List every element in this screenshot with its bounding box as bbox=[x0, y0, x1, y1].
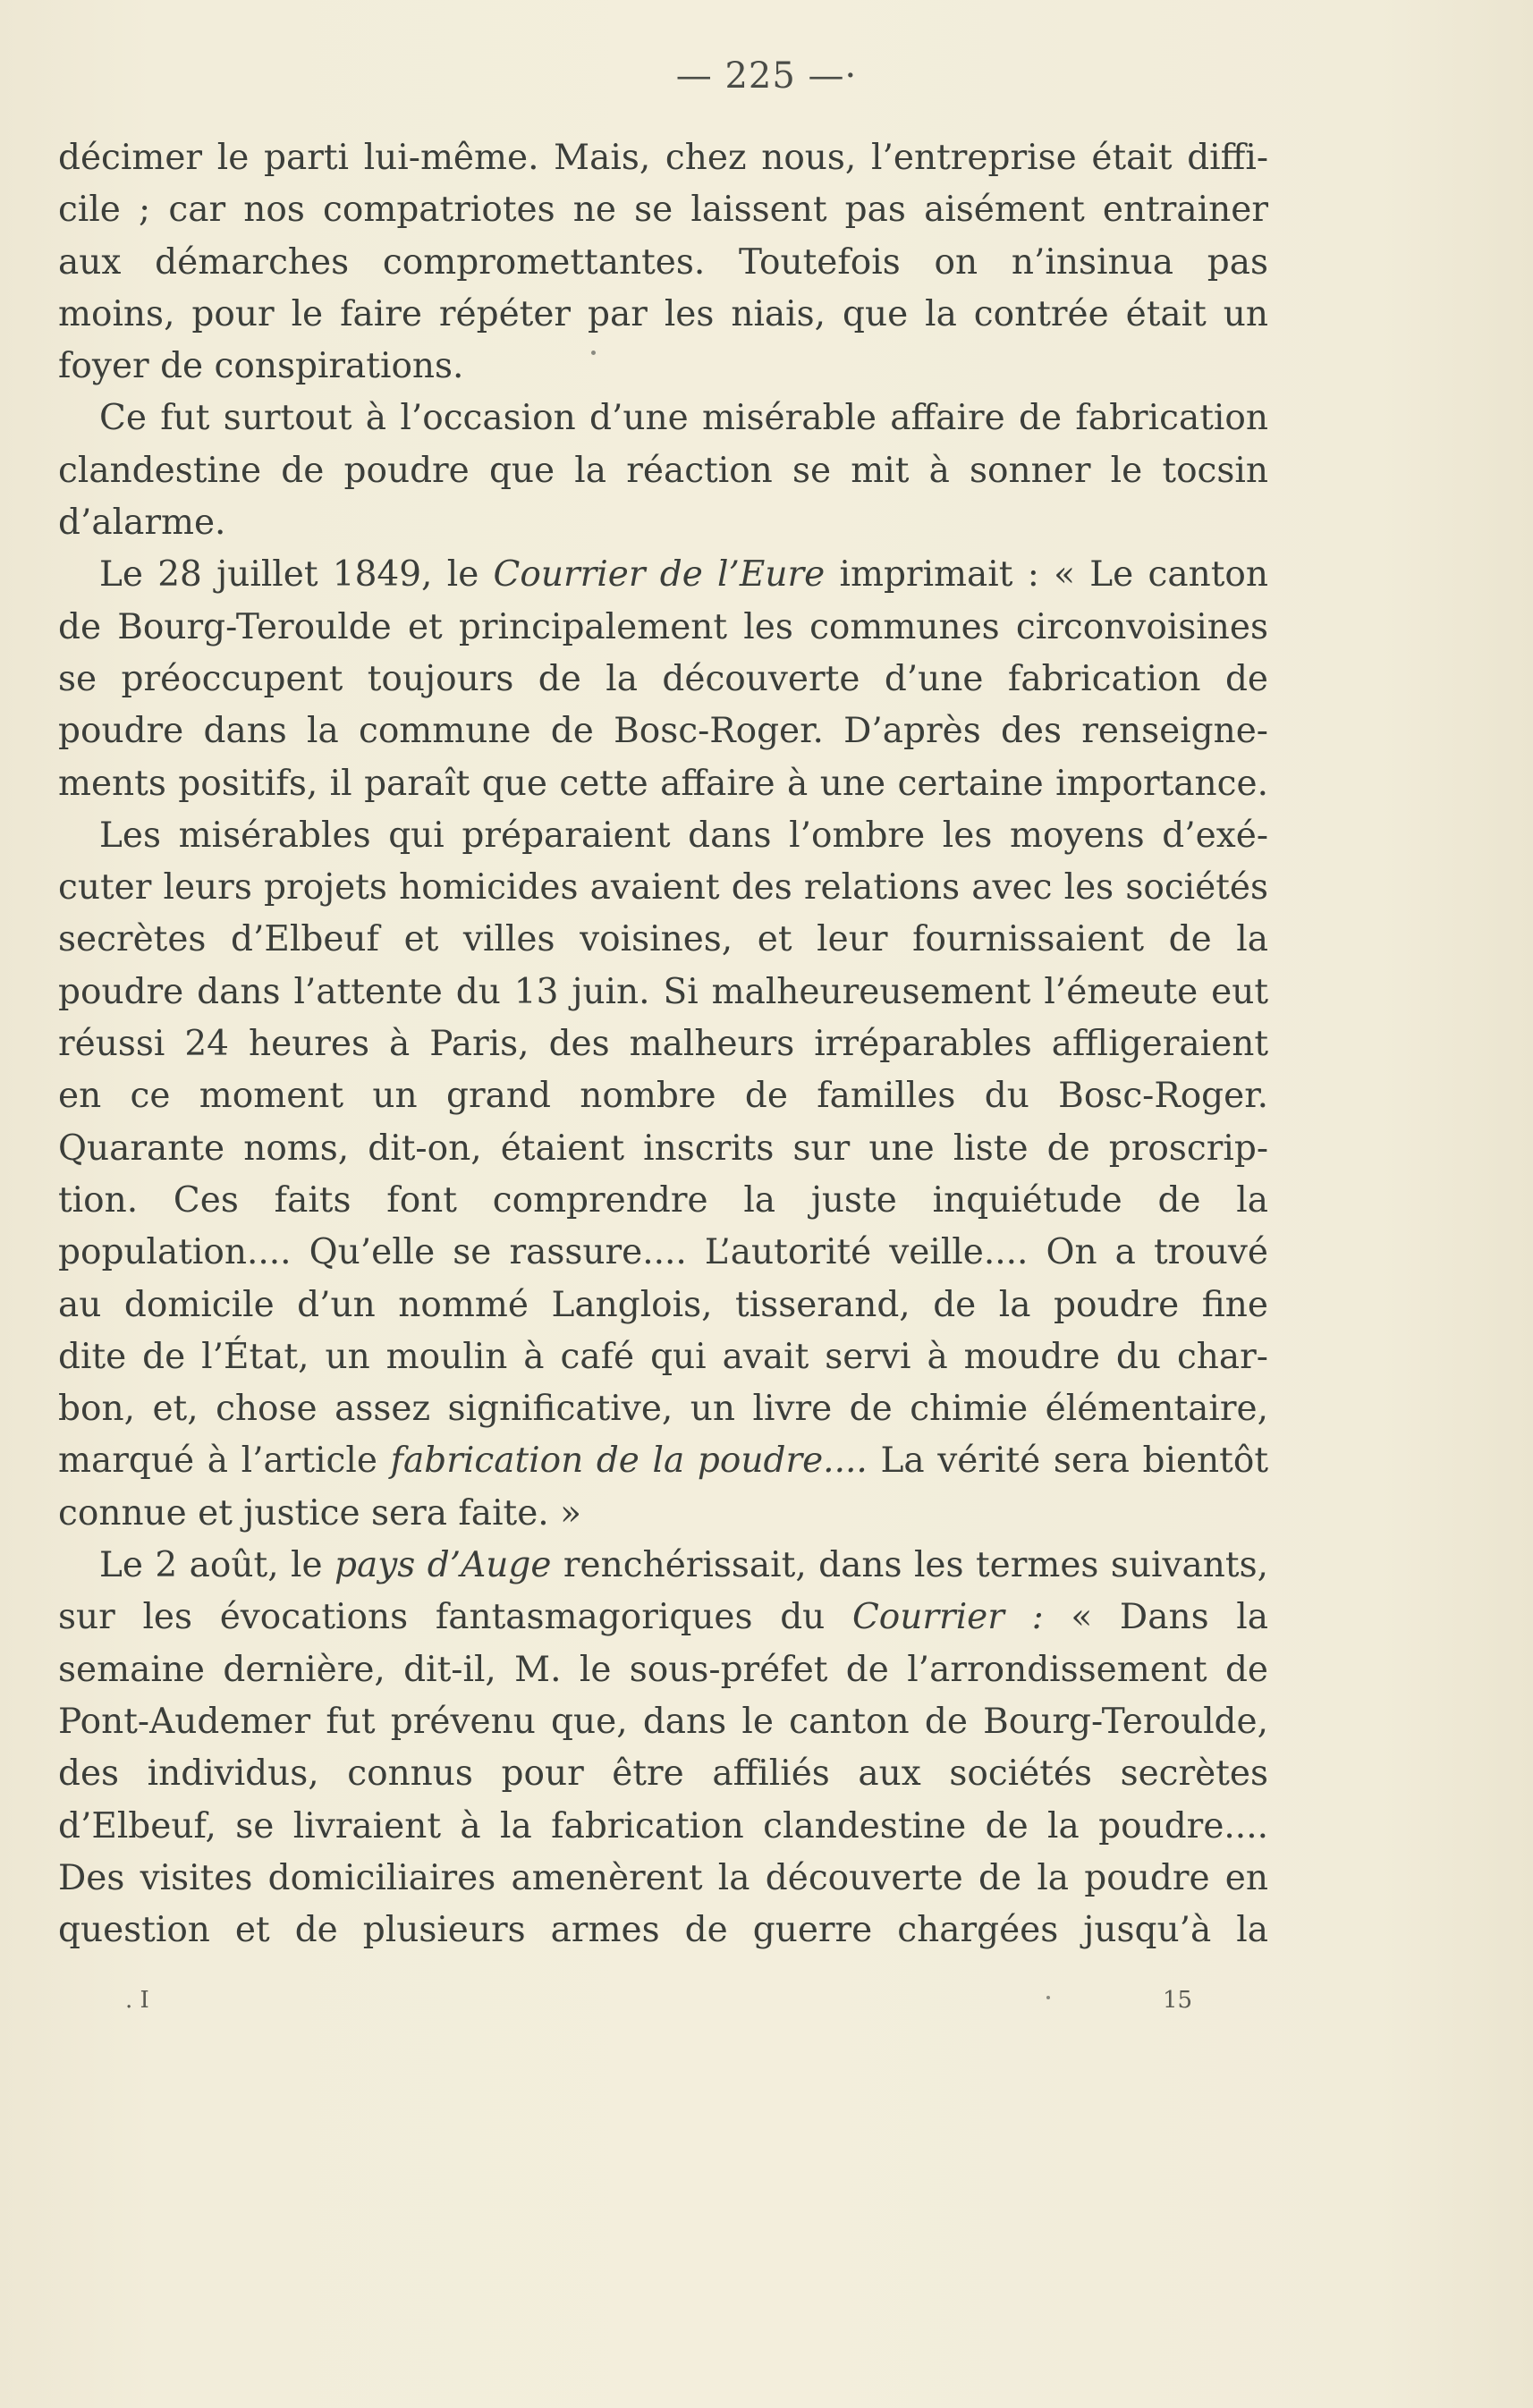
text-line: bon, et, chose assez significative, un livre de chimie élémentaire, bbox=[58, 1389, 1268, 1430]
body-text bbox=[58, 132, 1268, 1956]
text-segment: renchérissait, dans les termes suivants, bbox=[551, 1545, 1268, 1586]
text-segment: Le 2 août, le bbox=[99, 1545, 335, 1586]
text-line: question et de plusieurs armes de guerre chargées jusqu’à la bbox=[58, 1910, 1268, 1951]
text-line: clandestine de poudre que la réaction se mit à sonner le tocsin bbox=[58, 450, 1268, 491]
text-line: d’alarme. bbox=[58, 503, 226, 544]
text-segment: imprimait : « Le canton bbox=[825, 554, 1268, 596]
italic-title: fabrication de la poudre.... bbox=[390, 1441, 868, 1482]
text-line: réussi 24 heures à Paris, des malheurs irréparables affligeraient bbox=[58, 1024, 1268, 1065]
text-line: tion. Ces faits font comprendre la juste inquiétude de la bbox=[58, 1179, 1268, 1221]
text-line: aux démarches compromettantes. Toutefois on n’insinua pas bbox=[58, 241, 1268, 283]
text-segment: sur les évocations fantasmagoriques du bbox=[58, 1597, 852, 1638]
text-line: Quarante noms, dit-on, étaient inscrits sur une liste de proscrip- bbox=[58, 1128, 1268, 1169]
signature-mark-right: 15 bbox=[1163, 1987, 1193, 2014]
text-segment: marqué à l’article bbox=[58, 1441, 391, 1482]
text-line: dite de l’État, un moulin à café qui avait servi à moudre du char- bbox=[58, 1336, 1268, 1377]
text-line: poudre dans l’attente du 13 juin. Si malheureusement l’émeute eut bbox=[58, 971, 1268, 1012]
italic-title: pays d’Auge bbox=[335, 1545, 552, 1586]
text-line: au domicile d’un nommé Langlois, tisserand, de la poudre fine bbox=[58, 1284, 1268, 1325]
text-line: Ce fut surtout à l’occasion d’une misérable affaire de fabrication bbox=[99, 398, 1268, 439]
page-number-header: — 225 —· bbox=[675, 55, 858, 97]
text-line: des individus, connus pour être affiliés aux sociétés secrètes bbox=[58, 1753, 1268, 1795]
text-segment: La vérité sera bientôt bbox=[867, 1441, 1269, 1482]
text-line: Des visites domiciliaires amenèrent la découverte de la poudre en bbox=[58, 1857, 1268, 1898]
italic-title: Courrier de l’Eure bbox=[493, 554, 826, 596]
text-line: population.... Qu’elle se rassure.... L’autorité veille.... On a trouvé bbox=[58, 1232, 1268, 1273]
text-line bbox=[58, 549, 1268, 601]
text-line: moins, pour le faire répéter par les niais, que la contrée était un bbox=[58, 293, 1268, 334]
text-line: secrètes d’Elbeuf et villes voisines, et leur fournissaient de la bbox=[58, 919, 1268, 960]
text-segment: Le 28 juillet 1849, le bbox=[99, 554, 494, 596]
text-line: en ce moment un grand nombre de familles du Bosc-Roger. bbox=[58, 1076, 1268, 1117]
ink-speck bbox=[591, 351, 596, 355]
text-line: d’Elbeuf, se livraient à la fabrication clandestine de la poudre.... bbox=[58, 1805, 1268, 1846]
text-line: connue et justice sera faite. » bbox=[58, 1492, 581, 1534]
ink-speck bbox=[1046, 1996, 1050, 1999]
text-segment: « Dans la bbox=[1043, 1597, 1268, 1638]
text-line: de Bourg-Teroulde et principalement les communes circonvoisines bbox=[58, 606, 1268, 647]
text-line: cile ; car nos compatriotes ne se laissent pas aisément entrainer bbox=[58, 190, 1268, 231]
text-line: foyer de conspirations. bbox=[58, 346, 464, 387]
text-line bbox=[58, 1435, 1268, 1487]
italic-title: Courrier : bbox=[851, 1597, 1044, 1638]
text-line bbox=[58, 1540, 1268, 1592]
text-line: poudre dans la commune de Bosc-Roger. D’après des renseigne- bbox=[58, 711, 1268, 752]
text-line: Les misérables qui préparaient dans l’ombre les moyens d’exé- bbox=[99, 815, 1268, 856]
text-line: Pont-Audemer fut prévenu que, dans le canton de Bourg-Teroulde, bbox=[58, 1701, 1268, 1742]
text-line: cuter leurs projets homicides avaient des relations avec les sociétés bbox=[58, 867, 1268, 908]
page-footer bbox=[0, 1987, 1533, 2023]
text-line: ments positifs, il paraît que cette affaire à une certaine importance. bbox=[58, 763, 1268, 804]
signature-mark-left: . I bbox=[125, 1987, 149, 2014]
text-line: semaine dernière, dit-il, M. le sous-préfet de l’arrondissement de bbox=[58, 1649, 1268, 1690]
text-line: se préoccupent toujours de la découverte d’une fabrication de bbox=[58, 658, 1268, 699]
text-line bbox=[58, 1592, 1268, 1643]
text-line: décimer le parti lui-même. Mais, chez nous, l’entreprise était diffi- bbox=[58, 138, 1268, 178]
